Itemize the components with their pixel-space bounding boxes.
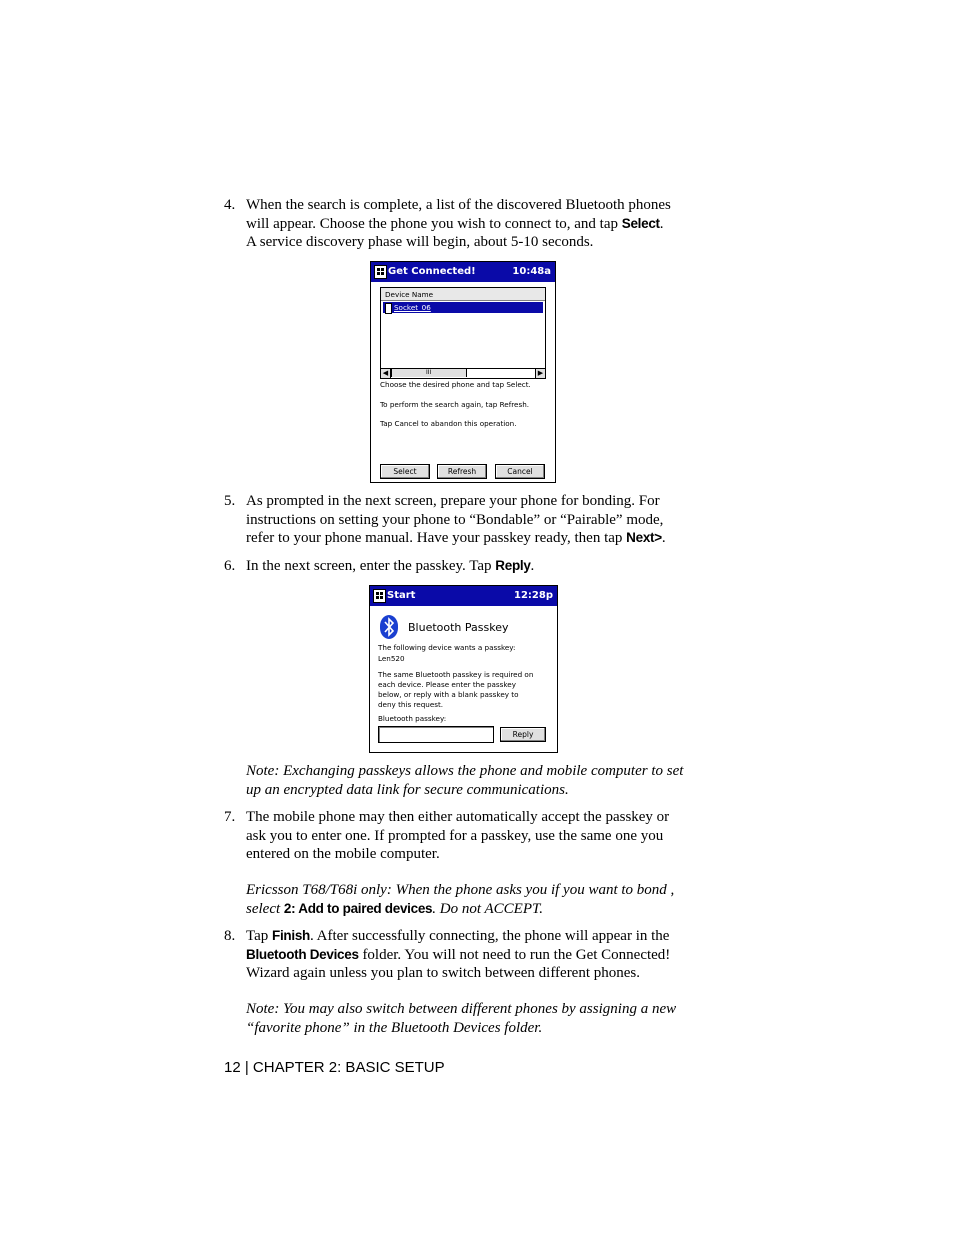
- step-text: The mobile phone may then either automatically accept the passkey or: [246, 809, 670, 825]
- note-ericsson: [246, 881, 716, 918]
- step-number: 4.: [224, 197, 236, 213]
- device-list[interactable]: [380, 287, 546, 379]
- note-text: up an encrypted data link for secure communications.: [246, 781, 569, 798]
- scroll-thumb-grip: III: [426, 369, 432, 376]
- message-text: each device. Please enter the passkey: [378, 680, 516, 689]
- title-bar: [370, 586, 557, 606]
- ui-term-finish: Finish: [272, 928, 310, 943]
- title-bar: [371, 262, 555, 282]
- message-text: The same Bluetooth passkey is required on: [378, 670, 534, 679]
- step-text: In the next screen, enter the passkey. Tap: [246, 558, 496, 574]
- prompt-text: The following device wants a passkey:: [378, 643, 516, 652]
- passkey-label: Bluetooth passkey:: [378, 714, 447, 723]
- step-text: .: [530, 558, 535, 574]
- step-text: will appear. Choose the phone you wish to connect to, and tap: [246, 215, 622, 232]
- step-text: Tap: [246, 928, 273, 944]
- step-5: [224, 492, 704, 548]
- window-title: Get Connected!: [388, 266, 476, 277]
- help-text: To perform the search again, tap Refresh.: [380, 400, 530, 409]
- step-text: refer to your phone manual. Have your passkey ready, then tap: [246, 530, 627, 546]
- step-text: ask you to enter one. If prompted for a passkey, use the same one you: [246, 827, 664, 844]
- windows-start-icon[interactable]: [374, 265, 387, 279]
- scroll-right-icon[interactable]: ▶: [535, 369, 545, 378]
- step-7: [224, 808, 704, 864]
- refresh-button[interactable]: Refresh: [437, 464, 487, 479]
- note-text: . Do not ACCEPT.: [432, 900, 543, 917]
- help-text: Choose the desired phone and tap Select.: [380, 380, 531, 389]
- step-text: instructions on setting your phone to “Bondable” or “Pairable” mode,: [246, 511, 664, 528]
- windows-start-icon[interactable]: [373, 589, 386, 603]
- step-text: When the search is complete, a list of the discovered Bluetooth phones: [246, 197, 671, 213]
- step-4: [224, 196, 704, 252]
- cancel-button[interactable]: Cancel: [495, 464, 545, 479]
- select-button[interactable]: Select: [380, 464, 430, 479]
- clock: 12:28p: [514, 590, 553, 601]
- step-text: folder. You will not need to run the Get Connected!: [358, 946, 671, 963]
- scroll-left-icon[interactable]: ◀: [381, 369, 391, 378]
- step-text: entered on the mobile computer.: [246, 846, 440, 862]
- step-text: .: [661, 530, 666, 546]
- note-text: Ericsson T68/T68i only: When the phone asks you if you want to bond ,: [246, 882, 675, 898]
- clock: 10:48a: [512, 266, 551, 277]
- help-text: Tap Cancel to abandon this operation.: [380, 419, 517, 428]
- step-6: [224, 557, 704, 576]
- dialog-heading: Bluetooth Passkey: [408, 621, 509, 634]
- note-text: “favorite phone” in the Bluetooth Devices folder.: [246, 1019, 543, 1036]
- page-footer: 12 | CHAPTER 2: BASIC SETUP: [224, 1059, 445, 1076]
- step-text: .: [659, 215, 664, 232]
- device-name: Socket_06: [394, 303, 431, 312]
- horizontal-scrollbar[interactable]: [381, 368, 545, 378]
- ui-term-reply: Reply: [495, 558, 531, 573]
- step-8: [224, 927, 704, 983]
- passkey-input[interactable]: [378, 726, 494, 743]
- bluetooth-passkey-screen: [369, 585, 558, 753]
- step-text: A service discovery phase will begin, about 5-10 seconds.: [246, 234, 594, 250]
- bluetooth-icon: [380, 615, 398, 639]
- ui-term-select: Select: [621, 215, 660, 231]
- list-item[interactable]: [383, 302, 543, 313]
- step-number: 6.: [224, 558, 236, 574]
- get-connected-screen: [370, 261, 556, 483]
- requesting-device: Len520: [378, 654, 405, 663]
- step-text: Wizard again unless you plan to switch between different phones.: [246, 965, 641, 981]
- note-favorite-phone: [246, 1000, 716, 1037]
- step-number: 8.: [224, 928, 236, 944]
- scroll-thumb[interactable]: [391, 369, 467, 377]
- ui-term-bluetooth-devices: Bluetooth Devices: [246, 946, 359, 962]
- step-number: 5.: [224, 493, 236, 509]
- note-passkey-exchange: [246, 762, 716, 799]
- column-header[interactable]: [381, 288, 545, 301]
- reply-button[interactable]: Reply: [500, 727, 546, 742]
- column-header-label: Device Name: [385, 290, 434, 299]
- window-title: Start: [387, 590, 416, 601]
- ui-term-next: Next>: [626, 530, 662, 545]
- message-text: deny this request.: [378, 700, 444, 709]
- step-number: 7.: [224, 809, 236, 825]
- note-text: Note: You may also switch between different phones by assigning a new: [246, 1001, 677, 1017]
- step-text: As prompted in the next screen, prepare your phone for bonding. For: [246, 493, 660, 509]
- ui-term-add-paired: 2: Add to paired devices: [283, 900, 433, 916]
- step-text: . After successfully connecting, the phone will appear in the: [309, 928, 670, 944]
- message-text: below, or reply with a blank passkey to: [378, 690, 519, 699]
- note-text: select: [246, 900, 284, 917]
- note-text: Note: Exchanging passkeys allows the phone and mobile computer to set: [246, 763, 684, 779]
- phone-icon: [385, 303, 392, 314]
